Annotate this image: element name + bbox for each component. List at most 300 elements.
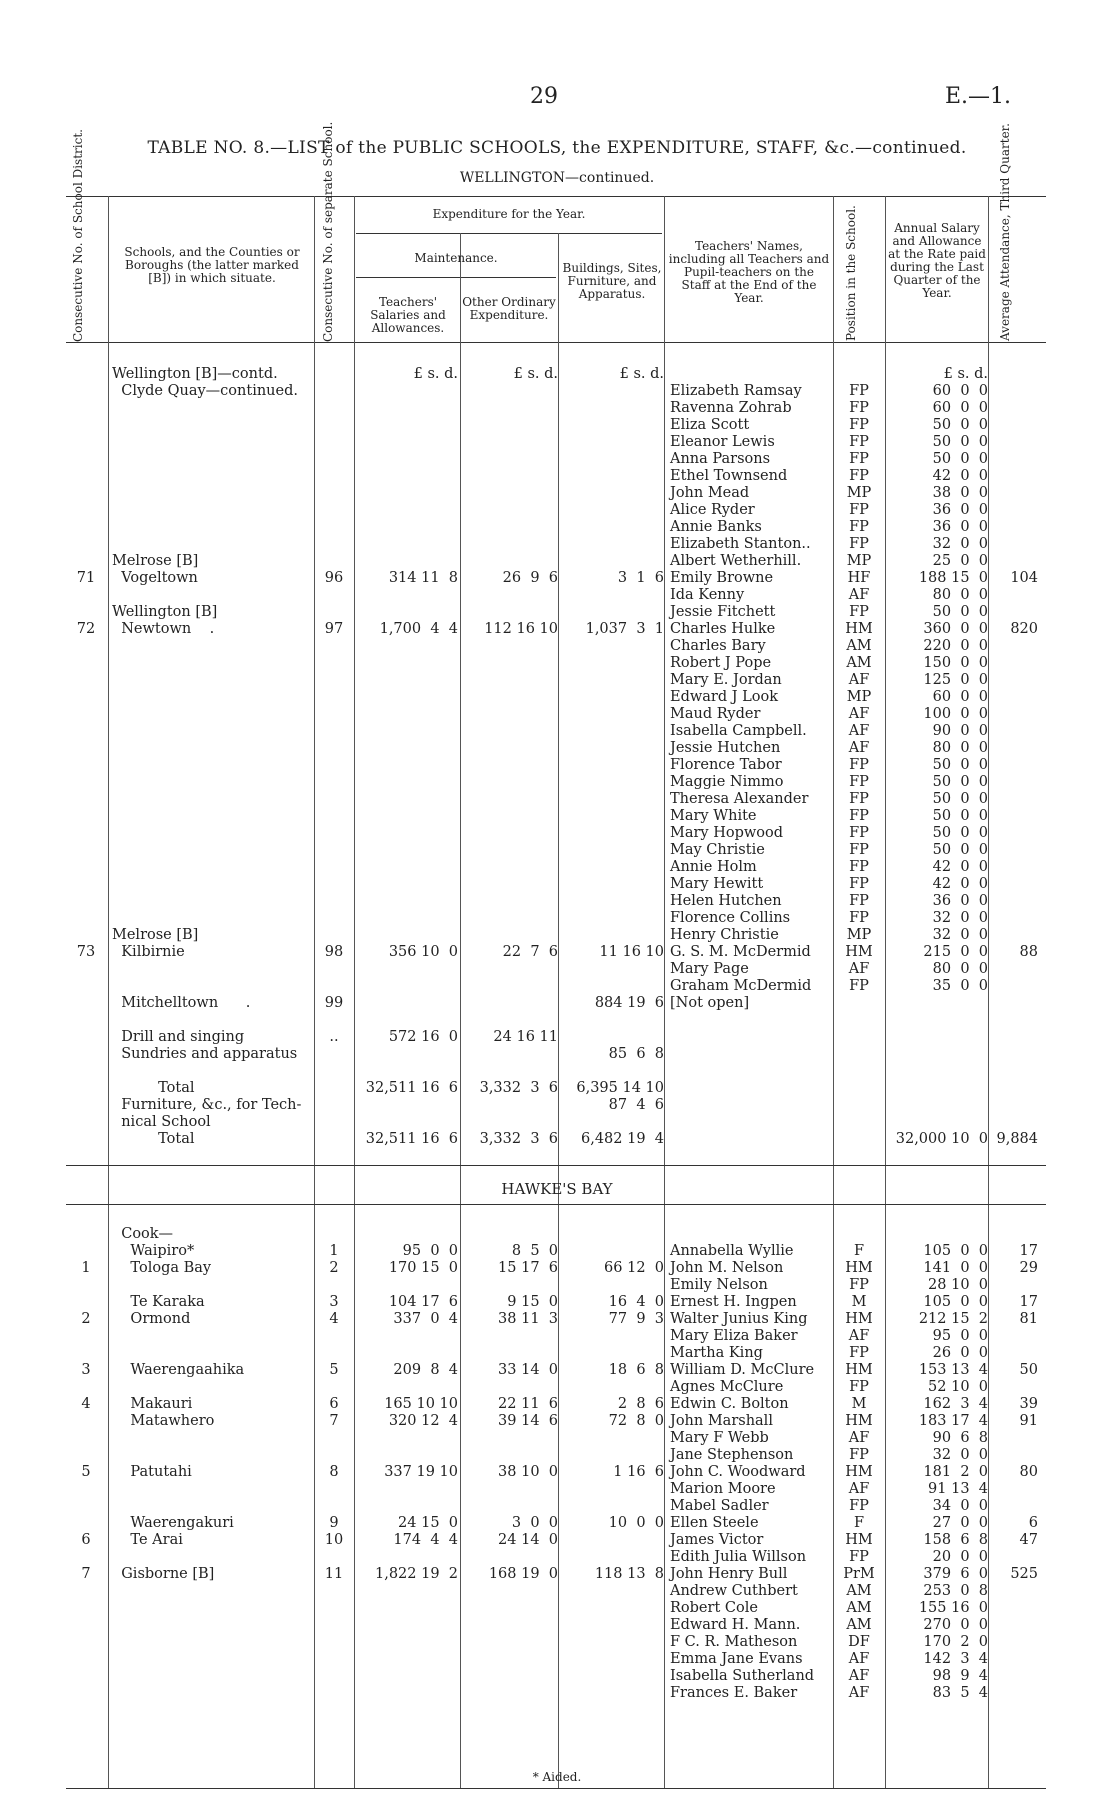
district-number: 1	[81, 1260, 91, 1276]
teacher-name: Mabel Sadler	[670, 1498, 769, 1514]
table-row	[0, 1566, 1114, 1583]
school-name: nical School	[112, 1114, 211, 1130]
district-number: 3	[81, 1362, 91, 1378]
footnote: * Aided.	[532, 1770, 582, 1784]
annual-salary: 34 0 0	[932, 1498, 988, 1514]
annual-salary: 155 16 0	[918, 1600, 988, 1616]
teacher-name: Annie Holm	[670, 859, 757, 875]
teachers-salaries: 356 10 0	[388, 944, 458, 960]
teacher-name: Mary E. Jordan	[670, 672, 782, 688]
table-row	[0, 1063, 1114, 1080]
teacher-position: AF	[848, 1328, 870, 1344]
teacher-name: Elizabeth Ramsay	[670, 383, 802, 399]
buildings-expenditure: 6,482 19 4	[580, 1131, 664, 1147]
teacher-position: AF	[848, 1481, 870, 1497]
table-row	[0, 1294, 1114, 1311]
buildings-expenditure: 2 8 6	[617, 1396, 664, 1412]
teacher-name: F C. R. Matheson	[670, 1634, 798, 1650]
table-row	[0, 1685, 1114, 1702]
teacher-position: FP	[849, 1498, 869, 1514]
table-row	[0, 570, 1114, 587]
school-name: Patutahi	[112, 1464, 192, 1480]
annual-salary: 35 0 0	[932, 978, 988, 994]
teacher-name: Jane Stephenson	[670, 1447, 794, 1463]
teacher-name: John Mead	[670, 485, 750, 501]
separate-school-number: 5	[329, 1362, 339, 1378]
table-row	[0, 689, 1114, 706]
teacher-position: AF	[848, 961, 870, 977]
teacher-name: Albert Wetherhill.	[670, 553, 802, 569]
section-divider	[66, 1165, 1046, 1166]
annual-salary: 105 0 0	[923, 1243, 988, 1259]
buildings-expenditure: 66 12 0	[604, 1260, 664, 1276]
annual-salary: 60 0 0	[932, 383, 988, 399]
teacher-position: HM	[845, 1413, 873, 1429]
teacher-position: M	[851, 1294, 867, 1310]
teacher-name: Mary Hopwood	[670, 825, 784, 841]
average-attendance: 39	[1019, 1396, 1038, 1412]
other-expenditure: 24 16 11	[493, 1029, 558, 1045]
teacher-name: Graham McDermid	[670, 978, 812, 994]
teacher-position: AM	[846, 1600, 872, 1616]
teacher-name: Isabella Sutherland	[670, 1668, 815, 1684]
average-attendance: 820	[1010, 621, 1038, 637]
annual-salary: 36 0 0	[932, 502, 988, 518]
annual-salary: 181 2 0	[923, 1464, 988, 1480]
currency-label: £ s. d.	[943, 366, 988, 382]
teacher-name: Eleanor Lewis	[670, 434, 775, 450]
annual-salary: 91 13 4	[928, 1481, 988, 1497]
annual-salary: 158 6 8	[923, 1532, 988, 1548]
annual-salary: 150 0 0	[923, 655, 988, 671]
annual-salary: 153 13 4	[918, 1362, 988, 1378]
average-attendance: 91	[1019, 1413, 1038, 1429]
school-name: Vogeltown	[112, 570, 198, 586]
annual-salary: 36 0 0	[932, 519, 988, 535]
school-name: Mitchelltown .	[112, 995, 251, 1011]
teacher-position: AM	[846, 1583, 872, 1599]
table-row	[0, 1396, 1114, 1413]
teacher-name: Maud Ryder	[670, 706, 761, 722]
average-attendance: 17	[1019, 1243, 1038, 1259]
teacher-name: Florence Tabor	[670, 757, 782, 773]
table-row	[0, 383, 1114, 400]
section-title-wellington: WELLINGTON—continued.	[459, 170, 655, 186]
school-name: Melrose [B]	[112, 553, 199, 569]
separate-school-number: 10	[324, 1532, 344, 1548]
other-expenditure: 15 17 6	[498, 1260, 558, 1276]
header-expenditure: Expenditure for the Year.	[432, 207, 586, 221]
average-attendance: 81	[1019, 1311, 1038, 1327]
teacher-position: FP	[849, 400, 869, 416]
annual-salary: 183 17 4	[918, 1413, 988, 1429]
teacher-name: Frances E. Baker	[670, 1685, 798, 1701]
annual-salary: 32 0 0	[932, 536, 988, 552]
teacher-name: Ethel Townsend	[670, 468, 788, 484]
annual-salary: 60 0 0	[932, 689, 988, 705]
annual-salary: 95 0 0	[932, 1328, 988, 1344]
table-row	[0, 1328, 1114, 1345]
page-number: 29	[530, 84, 558, 109]
teacher-name: Ernest H. Ingpen	[670, 1294, 797, 1310]
teacher-position: HM	[845, 944, 873, 960]
header-position: Position in the School.	[844, 205, 858, 341]
table-row	[0, 1668, 1114, 1685]
table-row	[0, 706, 1114, 723]
teacher-name: Edward H. Mann.	[670, 1617, 801, 1633]
teachers-salaries: 165 10 10	[384, 1396, 458, 1412]
annual-salary: 270 0 0	[923, 1617, 988, 1633]
other-expenditure: 168 19 0	[488, 1566, 558, 1582]
teacher-name: William D. McClure	[670, 1362, 815, 1378]
average-attendance: 9,884	[996, 1131, 1038, 1147]
teacher-name: Anna Parsons	[670, 451, 771, 467]
annual-salary: 90 0 0	[932, 723, 988, 739]
teacher-name: Emma Jane Evans	[670, 1651, 803, 1667]
table-row	[0, 1532, 1114, 1549]
other-expenditure: 112 16 10	[484, 621, 558, 637]
header-maintenance: Maintenance.	[414, 251, 498, 265]
section-title-hawkes-bay: HAWKE'S BAY	[501, 1180, 613, 1198]
table-row	[0, 723, 1114, 740]
teachers-salaries: 1,700 4 4	[379, 621, 458, 637]
table-row	[0, 655, 1114, 672]
teacher-position: MP	[846, 689, 872, 705]
school-name: Te Arai	[112, 1532, 183, 1548]
teacher-position: FP	[849, 1277, 869, 1293]
table-row	[0, 1600, 1114, 1617]
annual-salary: 100 0 0	[923, 706, 988, 722]
teacher-position: FP	[849, 791, 869, 807]
teacher-name: Edwin C. Bolton	[670, 1396, 789, 1412]
teacher-name: Mary White	[670, 808, 757, 824]
teacher-position: HM	[845, 1260, 873, 1276]
table-row	[0, 1651, 1114, 1668]
header-teacher-names: Teachers' Names, including all Teachers and Pupil-teachers on the Staff at the End of the Year.	[668, 239, 830, 305]
other-expenditure: 38 10 0	[498, 1464, 558, 1480]
teacher-position: FP	[849, 1345, 869, 1361]
buildings-expenditure: 11 16 10	[599, 944, 664, 960]
school-name: Waerengaahika	[112, 1362, 245, 1378]
buildings-expenditure: 1 16 6	[613, 1464, 664, 1480]
table-row	[0, 1413, 1114, 1430]
teacher-name: Florence Collins	[670, 910, 791, 926]
header-district: Consecutive No. of School District.	[71, 129, 85, 342]
teacher-position: FP	[849, 536, 869, 552]
teacher-name: Walter Junius King	[670, 1311, 808, 1327]
teachers-salaries: 174 4 4	[393, 1532, 458, 1548]
annual-salary: 142 3 4	[923, 1651, 988, 1667]
separate-school-number: 6	[329, 1396, 339, 1412]
header-teachers-salaries: Teachers' Salaries and Allowances.	[370, 295, 446, 335]
separate-school-number: 98	[324, 944, 344, 960]
document-reference: E.—1.	[945, 84, 1012, 109]
teacher-position: HF	[847, 570, 871, 586]
table-row	[0, 757, 1114, 774]
annual-salary: 379 6 0	[923, 1566, 988, 1582]
teacher-name: Emily Nelson	[670, 1277, 768, 1293]
annual-salary: 80 0 0	[932, 961, 988, 977]
teacher-name: John C. Woodward	[670, 1464, 806, 1480]
district-number: 7	[81, 1566, 91, 1582]
table-row	[0, 621, 1114, 638]
table-row	[0, 553, 1114, 570]
annual-salary: 90 6 8	[932, 1430, 988, 1446]
school-name: Cook—	[112, 1226, 174, 1242]
school-name: Ormond	[112, 1311, 191, 1327]
annual-salary: 50 0 0	[932, 757, 988, 773]
teacher-position: AF	[848, 740, 870, 756]
annual-salary: 36 0 0	[932, 893, 988, 909]
table-row	[0, 995, 1114, 1012]
teacher-position: FP	[849, 774, 869, 790]
separate-school-number: ..	[329, 1029, 339, 1045]
teacher-position: MP	[846, 485, 872, 501]
annual-salary: 170 2 0	[923, 1634, 988, 1650]
buildings-expenditure: 1,037 3 1	[585, 621, 664, 637]
teacher-name: Robert J Pope	[670, 655, 772, 671]
annual-salary: 83 5 4	[932, 1685, 988, 1701]
annual-salary: 32 0 0	[932, 1447, 988, 1463]
teacher-position: FP	[849, 604, 869, 620]
average-attendance: 17	[1019, 1294, 1038, 1310]
annual-salary: 162 3 4	[923, 1396, 988, 1412]
table-row	[0, 1515, 1114, 1532]
teacher-position: AF	[848, 1430, 870, 1446]
other-expenditure: 8 5 0	[511, 1243, 558, 1259]
average-attendance: 6	[1028, 1515, 1038, 1531]
table-row	[0, 1131, 1114, 1148]
header-salary: Annual Salary and Allowance at the Rate paid during the Last Quarter of the Year.	[888, 221, 986, 300]
table-row	[0, 1311, 1114, 1328]
other-expenditure: 33 14 0	[498, 1362, 558, 1378]
teachers-salaries: 320 12 4	[388, 1413, 458, 1429]
school-name: Kilbirnie	[112, 944, 185, 960]
teacher-name: Marion Moore	[670, 1481, 776, 1497]
school-name: Clyde Quay—continued.	[112, 383, 298, 399]
teacher-position: FP	[849, 1549, 869, 1565]
table-row	[0, 876, 1114, 893]
table-row	[0, 536, 1114, 553]
table-row	[0, 434, 1114, 451]
header-buildings: Buildings, Sites, Furniture, and Apparatus.	[562, 261, 662, 301]
table-row	[0, 1447, 1114, 1464]
teachers-salaries: 24 15 0	[398, 1515, 458, 1531]
school-name: Total	[112, 1080, 195, 1096]
teachers-salaries: 209 8 4	[393, 1362, 458, 1378]
table-row	[0, 859, 1114, 876]
teacher-name: Mary F Webb	[670, 1430, 769, 1446]
teacher-name: Agnes McClure	[670, 1379, 784, 1395]
annual-salary: 141 0 0	[923, 1260, 988, 1276]
teacher-name: May Christie	[670, 842, 765, 858]
teacher-name: Mary Eliza Baker	[670, 1328, 798, 1344]
average-attendance: 88	[1019, 944, 1038, 960]
teacher-name: G. S. M. McDermid	[670, 944, 811, 960]
table-row	[0, 519, 1114, 536]
annual-salary: 125 0 0	[923, 672, 988, 688]
school-name: Total	[112, 1131, 195, 1147]
teacher-position: FP	[849, 808, 869, 824]
teacher-name: Andrew Cuthbert	[670, 1583, 798, 1599]
buildings-expenditure: 85 6 8	[608, 1046, 664, 1062]
currency-label: £ s. d.	[513, 366, 558, 382]
table-row	[0, 417, 1114, 434]
teacher-position: HM	[845, 1311, 873, 1327]
teachers-salaries: 572 16 0	[388, 1029, 458, 1045]
section-divider	[66, 1204, 1046, 1205]
header-other-expenditure: Other Ordinary Expenditure.	[462, 295, 556, 322]
separate-school-number: 11	[324, 1566, 344, 1582]
school-name: Makauri	[112, 1396, 193, 1412]
annual-salary: 50 0 0	[932, 842, 988, 858]
annual-salary: 42 0 0	[932, 468, 988, 484]
buildings-expenditure: 6,395 14 10	[576, 1080, 664, 1096]
teacher-position: AF	[848, 1651, 870, 1667]
header-schools: Schools, and the Counties or Boroughs (the latter marked [B]) in which situate.	[124, 245, 300, 285]
school-name: Sundries and apparatus	[112, 1046, 298, 1062]
table-row	[0, 638, 1114, 655]
table-row	[0, 485, 1114, 502]
teacher-position: FP	[849, 417, 869, 433]
teacher-position: FP	[849, 910, 869, 926]
teachers-salaries: 32,511 16 6	[365, 1080, 458, 1096]
buildings-expenditure: 3 1 6	[617, 570, 664, 586]
teacher-name: Jessie Hutchen	[670, 740, 781, 756]
teacher-name: Maggie Nimmo	[670, 774, 784, 790]
annual-salary: 38 0 0	[932, 485, 988, 501]
teachers-salaries: 95 0 0	[402, 1243, 458, 1259]
buildings-expenditure: 10 0 0	[608, 1515, 664, 1531]
teacher-position: FP	[849, 825, 869, 841]
separate-school-number: 9	[329, 1515, 339, 1531]
other-expenditure: 9 15 0	[507, 1294, 558, 1310]
annual-salary: 50 0 0	[932, 417, 988, 433]
teacher-position: PrM	[843, 1566, 875, 1582]
teacher-name: Isabella Campbell.	[670, 723, 807, 739]
teacher-position: M	[851, 1396, 867, 1412]
annual-salary: 32 0 0	[932, 910, 988, 926]
other-expenditure: 26 9 6	[502, 570, 558, 586]
table-row	[0, 1430, 1114, 1447]
school-name: Gisborne [B]	[112, 1566, 215, 1582]
header-attendance: Average Attendance, Third Quarter.	[998, 123, 1012, 341]
table-row	[0, 1243, 1114, 1260]
buildings-expenditure: 16 4 0	[608, 1294, 664, 1310]
teacher-name: Mary Hewitt	[670, 876, 764, 892]
district-number: 2	[81, 1311, 91, 1327]
district-number: 6	[81, 1532, 91, 1548]
buildings-expenditure: 884 19 6	[594, 995, 664, 1011]
table-row	[0, 893, 1114, 910]
teacher-name: Charles Hulke	[670, 621, 776, 637]
other-expenditure: 38 11 3	[498, 1311, 558, 1327]
teacher-position: HM	[845, 1362, 873, 1378]
annual-salary: 42 0 0	[932, 859, 988, 875]
annual-salary: 215 0 0	[923, 944, 988, 960]
table-row	[0, 672, 1114, 689]
table-row	[0, 791, 1114, 808]
annual-salary: 50 0 0	[932, 451, 988, 467]
teacher-name: Henry Christie	[670, 927, 779, 943]
teacher-position: AF	[848, 1685, 870, 1701]
average-attendance: 47	[1019, 1532, 1038, 1548]
separate-school-number: 4	[329, 1311, 339, 1327]
teachers-salaries: 1,822 19 2	[374, 1566, 458, 1582]
teacher-name: Annie Banks	[670, 519, 762, 535]
teacher-position: AF	[848, 706, 870, 722]
teacher-position: FP	[849, 859, 869, 875]
table-row	[0, 944, 1114, 961]
annual-salary: 212 15 2	[918, 1311, 988, 1327]
district-number: 5	[81, 1464, 91, 1480]
district-number: 72	[76, 621, 96, 637]
separate-school-number: 7	[329, 1413, 339, 1429]
teacher-position: AF	[848, 1668, 870, 1684]
table-row	[0, 740, 1114, 757]
expenditure-rule	[356, 233, 662, 234]
teacher-position: AF	[848, 587, 870, 603]
annual-salary: 32 0 0	[932, 927, 988, 943]
teachers-salaries: 337 19 10	[384, 1464, 458, 1480]
table-row	[0, 366, 1114, 383]
teacher-name: Ellen Steele	[670, 1515, 759, 1531]
school-name: Newtown .	[112, 621, 215, 637]
school-name: Wellington [B]	[112, 604, 218, 620]
table-row	[0, 1029, 1114, 1046]
table-row	[0, 1549, 1114, 1566]
table-row	[0, 1277, 1114, 1294]
separate-school-number: 99	[324, 995, 344, 1011]
annual-salary: 50 0 0	[932, 791, 988, 807]
table-row	[0, 451, 1114, 468]
annual-salary: 50 0 0	[932, 825, 988, 841]
district-number: 73	[76, 944, 96, 960]
separate-school-number: 96	[324, 570, 344, 586]
teacher-position: FP	[849, 842, 869, 858]
school-name: Te Karaka	[112, 1294, 205, 1310]
annual-salary: 98 9 4	[932, 1668, 988, 1684]
annual-salary: 360 0 0	[923, 621, 988, 637]
annual-salary: 220 0 0	[923, 638, 988, 654]
teachers-salaries: 32,511 16 6	[365, 1131, 458, 1147]
teacher-name: Eliza Scott	[670, 417, 750, 433]
buildings-expenditure: 18 6 8	[608, 1362, 664, 1378]
teacher-name: James Victor	[670, 1532, 764, 1548]
school-name: Drill and singing	[112, 1029, 245, 1045]
table-row	[0, 1260, 1114, 1277]
teacher-position: FP	[849, 451, 869, 467]
table-row	[0, 808, 1114, 825]
other-expenditure: 3 0 0	[511, 1515, 558, 1531]
annual-salary: 27 0 0	[932, 1515, 988, 1531]
teacher-name: Elizabeth Stanton..	[670, 536, 811, 552]
teacher-name: John Henry Bull	[670, 1566, 788, 1582]
teacher-name: [Not open]	[670, 995, 750, 1011]
annual-salary: 80 0 0	[932, 740, 988, 756]
teacher-position: FP	[849, 383, 869, 399]
separate-school-number: 8	[329, 1464, 339, 1480]
teacher-position: HM	[845, 621, 873, 637]
separate-school-number: 3	[329, 1294, 339, 1310]
teacher-name: Ravenna Zohrab	[670, 400, 792, 416]
header-separate: Consecutive No. of separate School.	[321, 121, 335, 342]
table-row	[0, 587, 1114, 604]
teacher-position: MP	[846, 927, 872, 943]
school-name: Waerengakuri	[112, 1515, 234, 1531]
teachers-salaries: 314 11 8	[388, 570, 458, 586]
table-row	[0, 1634, 1114, 1651]
